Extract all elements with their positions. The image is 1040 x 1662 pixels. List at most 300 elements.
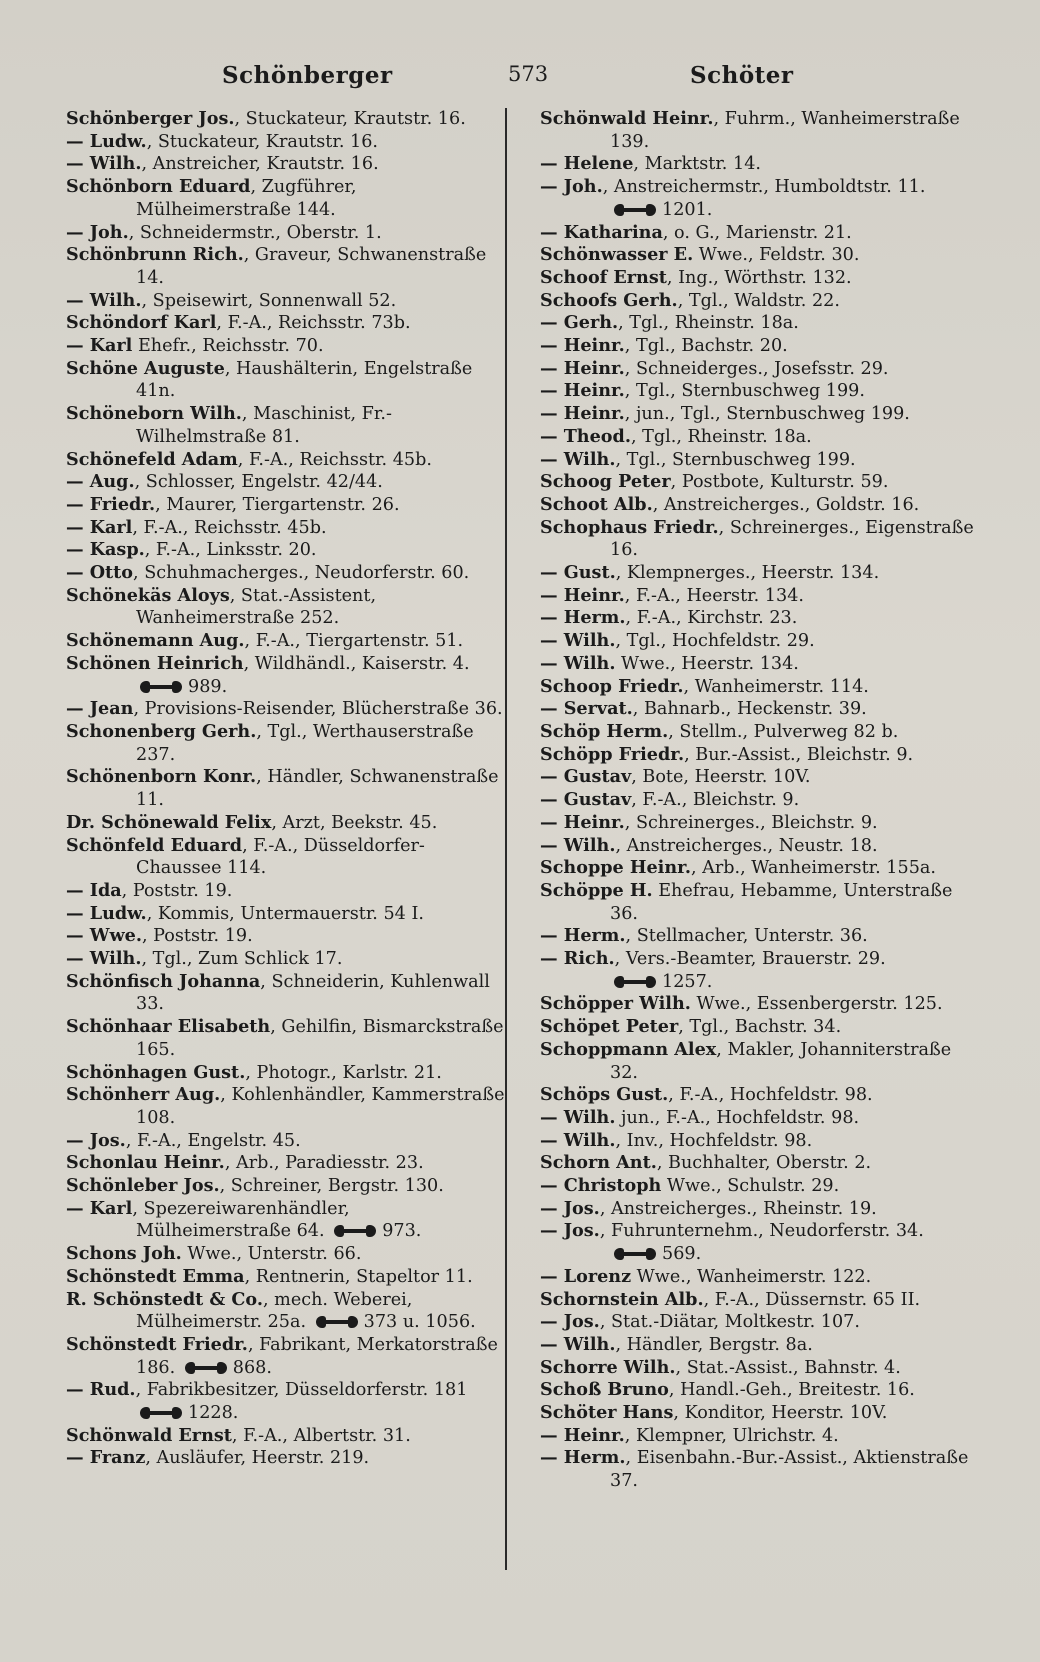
entry-name: — Franz — [66, 1447, 146, 1469]
entry-name: — Karl — [66, 516, 133, 538]
entry-details: , Spezereiwarenhändler, Mülheimerstraße 64. — [132, 1198, 350, 1242]
directory-entry — [540, 653, 980, 676]
directory-entry — [66, 176, 506, 221]
entry-details: , Provisions-Reisender, Blücherstraße 36. — [133, 699, 503, 720]
telephone-number — [325, 1221, 422, 1241]
entry-name: Schönleber Jos. — [66, 1175, 220, 1197]
entry-name: Schönwasser E. — [540, 244, 694, 266]
entry-name: — Jean — [66, 698, 134, 720]
directory-entry — [540, 1289, 980, 1312]
directory-entry — [66, 1152, 506, 1175]
directory-entry — [540, 1334, 980, 1357]
entry-name: — Wwe. — [66, 925, 142, 947]
entry-details: , Kohlenhändler, Kammerstraße 108. — [136, 1085, 505, 1128]
entry-details: Ehefr., Reichsstr. 70. — [132, 336, 324, 357]
entry-details: , Tgl., Rheinstr. 18a. — [630, 426, 812, 447]
entry-name: — Ida — [66, 879, 122, 901]
entry-details: Wwe., Unterstr. 66. — [181, 1244, 362, 1265]
telephone-icon — [185, 1362, 227, 1374]
entry-name: — Karl — [66, 335, 133, 357]
directory-entry — [540, 494, 980, 517]
entry-details: , Stat.-Assist., Bahnstr. 4. — [675, 1357, 901, 1378]
entry-name: Schöpet Peter — [540, 1016, 679, 1038]
telephone-number-text: 1257. — [662, 971, 713, 992]
entry-name: — Wilh. — [66, 153, 142, 175]
entry-details: , Händler, Schwanenstraße 11. — [136, 767, 499, 811]
entry-details: , F.-A., Reichsstr. 45b. — [132, 517, 327, 538]
entry-name: — Wilh. — [66, 948, 142, 970]
telephone-icon — [614, 976, 656, 988]
entry-name: — Wilh. — [540, 652, 616, 674]
entry-name: Schoofs Gerh. — [540, 289, 678, 311]
entry-name: Schoppe Heinr. — [540, 857, 691, 879]
directory-entry — [540, 1425, 980, 1448]
entry-name: Schönwald Heinr. — [540, 108, 714, 129]
directory-entry — [540, 1447, 980, 1492]
entry-name: Schorre Wilh. — [540, 1356, 676, 1378]
directory-entry — [66, 1266, 506, 1289]
directory-entry — [540, 857, 980, 880]
entry-details: , Zugführer, Mülheimerstraße 144. — [136, 177, 357, 220]
page-number: 573 — [508, 62, 549, 86]
entry-name: — Gerh. — [540, 312, 619, 334]
directory-entry — [540, 1016, 980, 1039]
entry-details: , F.-A., Engelstr. 45. — [125, 1130, 301, 1151]
entry-details: , Schuhmacherges., Neudorferstr. 60. — [133, 563, 470, 584]
entry-name: — Jos. — [540, 1311, 600, 1333]
entry-name: — Theod. — [540, 425, 631, 447]
entry-details: , Ing., Wörthstr. 132. — [666, 267, 852, 288]
telephone-number — [306, 1312, 476, 1332]
entry-name: — Katharina — [540, 221, 663, 243]
telephone-number — [136, 1403, 238, 1423]
entry-details: , Händler, Bergstr. 8a. — [615, 1334, 813, 1355]
entry-name: — Karl — [66, 1197, 133, 1219]
telephone-number-text: 868. — [232, 1357, 272, 1378]
directory-entry — [540, 267, 980, 290]
entry-name: Dr. Schönewald Felix — [66, 811, 272, 833]
entry-details: Wwe., Heerstr. 134. — [615, 653, 799, 674]
entry-details: , o. G., Marienstr. 21. — [662, 222, 852, 243]
entry-details: , F.-A., Heerstr. 134. — [624, 585, 804, 606]
entry-name: — Heinr. — [540, 1424, 625, 1446]
entry-name: — Rich. — [540, 948, 615, 970]
entry-details: , Buchhalter, Oberstr. 2. — [656, 1153, 872, 1174]
entry-details: , F.-A., Hochfeldstr. 98. — [668, 1085, 873, 1106]
entry-details: , Stuckateur, Krautstr. 16. — [234, 109, 466, 129]
directory-entry — [540, 1084, 980, 1107]
entry-details: , Schreinerges., Bleichstr. 9. — [624, 812, 878, 833]
entry-name: — Kasp. — [66, 539, 145, 561]
directory-entry — [540, 1039, 980, 1084]
telephone-number-text: 569. — [662, 1244, 702, 1265]
entry-details: , Schreiner, Bergstr. 130. — [219, 1176, 444, 1197]
directory-entry — [66, 721, 506, 766]
directory-entry — [540, 562, 980, 585]
entry-name: — Wilh. — [540, 1106, 616, 1128]
directory-entry — [66, 766, 506, 811]
entry-details: , F.-A., Tiergartenstr. 51. — [244, 631, 464, 652]
directory-entry — [66, 539, 506, 562]
directory-entry — [66, 585, 506, 630]
entry-name: Schöps Gust. — [540, 1084, 669, 1106]
directory-entry — [540, 1175, 980, 1198]
directory-entry — [540, 1357, 980, 1380]
entry-details: , Stellm., Pulverweg 82 b. — [668, 721, 899, 742]
entry-name: — Otto — [66, 562, 134, 584]
entry-details: , Gehilfin, Bismarckstraße 165. — [136, 1017, 504, 1060]
entry-details: , Anstreicherges., Rheinstr. 19. — [599, 1198, 877, 1219]
directory-entry — [66, 1175, 506, 1198]
directory-entry — [540, 1152, 980, 1175]
entry-details: , Fabrikbesitzer, Düsseldorferstr. 181 — [135, 1380, 468, 1401]
entry-name: Schönekäs Aloys — [66, 584, 230, 606]
entry-details: , Stat.-Assistent, Wanheimerstraße 252. — [136, 585, 377, 629]
entry-name: Schoop Friedr. — [540, 675, 684, 697]
entry-name: Schonenberg Gerh. — [66, 720, 257, 742]
directory-entry — [66, 403, 506, 448]
entry-name: — Lorenz — [540, 1265, 632, 1287]
entry-details: , F.-A., Albertstr. 31. — [231, 1425, 411, 1446]
entry-details: Wwe., Schulstr. 29. — [661, 1176, 840, 1197]
directory-entry — [66, 1425, 506, 1448]
directory-entry — [66, 812, 506, 835]
entry-name: — Wilh. — [540, 834, 616, 856]
directory-entry — [66, 153, 506, 176]
directory-entry — [66, 290, 506, 313]
directory-entry — [540, 312, 980, 335]
telephone-number — [175, 1358, 272, 1378]
directory-entry — [66, 653, 506, 698]
directory-entry — [66, 903, 506, 926]
entry-details: , Wildhändl., Kaiserstr. 4. — [243, 653, 470, 674]
entry-details: , Schreinerges., Eigenstraße 16. — [610, 517, 974, 561]
directory-entry — [540, 108, 980, 153]
entry-name: Schönhagen Gust. — [66, 1061, 246, 1083]
directory-entry — [66, 630, 506, 653]
entry-name: — Heinr. — [540, 584, 625, 606]
entry-details: , Fabrikant, Merkatorstraße 186. — [136, 1334, 498, 1378]
directory-entry — [540, 676, 980, 699]
directory-entry — [540, 1220, 980, 1265]
directory-entry — [66, 1379, 506, 1424]
entry-name: Schönbrunn Rich. — [66, 244, 244, 266]
entry-name: Schöne Auguste — [66, 357, 225, 379]
entry-details: , Poststr. 19. — [121, 880, 233, 901]
entry-name: Schorn Ant. — [540, 1152, 657, 1174]
entry-details: , Tgl., Rheinstr. 18a. — [618, 313, 799, 334]
entry-name: Schöppe H. — [540, 879, 653, 901]
entry-details: , Fuhrm., Wanheimerstraße 139. — [610, 109, 960, 152]
entry-details: , Eisenbahn.-Bur.-Assist., Aktienstraße 37. — [610, 1448, 969, 1492]
entry-name: Schönefeld Adam — [66, 448, 238, 470]
entry-name: Schöp Herm. — [540, 720, 669, 742]
directory-entry — [540, 471, 980, 494]
directory-entry — [66, 1289, 506, 1334]
entry-details: , Bur.-Assist., Bleichstr. 9. — [684, 744, 914, 765]
directory-entry — [66, 1084, 506, 1129]
right-column — [540, 108, 980, 1493]
directory-entry — [540, 176, 980, 221]
entry-name: — Ludw. — [66, 902, 147, 924]
entry-details: , Konditor, Heerstr. 10V. — [673, 1403, 888, 1424]
entry-details: , Anstreichermstr., Humboldtstr. 11. — [602, 177, 926, 198]
directory-entry — [540, 1107, 980, 1130]
directory-entry — [540, 380, 980, 403]
entry-details: , Marktstr. 14. — [633, 154, 761, 175]
telephone-icon — [140, 681, 182, 693]
entry-name: Schönstedt Friedr. — [66, 1333, 248, 1355]
entry-name: — Heinr. — [540, 811, 625, 833]
entry-details: , Tgl., Zum Schlick 17. — [141, 949, 343, 970]
entry-details: , Rentnerin, Stapeltor 11. — [244, 1266, 473, 1287]
entry-name: Schönwald Ernst — [66, 1424, 232, 1446]
entry-details: , Wanheimerstr. 114. — [683, 676, 869, 697]
entry-details: , Arb., Paradiesstr. 23. — [224, 1153, 424, 1174]
entry-details: , Anstreicher, Krautstr. 16. — [141, 154, 379, 175]
directory-entry — [540, 153, 980, 176]
entry-details: , F.-A., Bleichstr. 9. — [631, 790, 800, 811]
telephone-number — [610, 972, 712, 992]
entry-name: — Herm. — [540, 925, 626, 947]
entry-name: Schönhaar Elisabeth — [66, 1016, 271, 1038]
entry-name: — Joh. — [66, 221, 129, 243]
directory-entry — [66, 1062, 506, 1085]
telephone-number-text: 989. — [188, 676, 228, 697]
directory-entry — [540, 993, 980, 1016]
entry-details: , Speisewirt, Sonnenwall 52. — [141, 290, 397, 311]
directory-entry — [540, 721, 980, 744]
entry-name: Schönfeld Eduard — [66, 834, 243, 856]
entry-details: Wwe., Wanheimerstr. 122. — [631, 1266, 872, 1287]
directory-entry — [540, 630, 980, 653]
entry-details: Wwe., Essenbergerstr. 125. — [690, 994, 943, 1015]
directory-entry — [540, 290, 980, 313]
entry-name: — Gustav — [540, 766, 632, 788]
entry-name: — Rud. — [66, 1379, 136, 1401]
entry-name: — Servat. — [540, 698, 633, 720]
directory-entry — [540, 1402, 980, 1425]
entry-name: Schophaus Friedr. — [540, 516, 719, 538]
entry-name: Schöter Hans — [540, 1402, 674, 1424]
entry-details: , Schlosser, Engelstr. 42/44. — [134, 472, 383, 493]
directory-entry — [66, 1447, 506, 1470]
directory-entry — [66, 471, 506, 494]
entry-name: — Gustav — [540, 789, 632, 811]
entry-details: , Kommis, Untermauerstr. 54 I. — [146, 903, 425, 924]
entry-details: , Haushälterin, Engelstraße 41n. — [136, 358, 473, 402]
entry-details: , Tgl., Sternbuschweg 199. — [615, 449, 856, 470]
directory-entry — [540, 1198, 980, 1221]
entry-name: — Joh. — [540, 176, 603, 198]
entry-details: Ehefrau, Hebamme, Unterstraße 36. — [610, 880, 953, 924]
telephone-number-text: 1228. — [188, 1403, 239, 1424]
directory-entry — [540, 698, 980, 721]
directory-entry — [540, 766, 980, 789]
entry-details: , Stuckateur, Krautstr. 16. — [146, 131, 378, 152]
entry-details: , Tgl., Waldstr. 22. — [677, 290, 840, 311]
directory-entry — [540, 335, 980, 358]
directory-entry — [540, 1266, 980, 1289]
directory-entry — [66, 562, 506, 585]
entry-name: Schöpp Friedr. — [540, 743, 685, 765]
entry-details: Wwe., Feldstr. 30. — [693, 245, 860, 266]
entry-name: Schönemann Aug. — [66, 630, 245, 652]
entry-details: , Tgl., Bachstr. 20. — [624, 336, 788, 357]
directory-entry — [66, 244, 506, 289]
entry-name: — Helene — [540, 153, 634, 175]
entry-details: , Klempner, Ulrichstr. 4. — [624, 1425, 839, 1446]
entry-details: , Bahnarb., Heckenstr. 39. — [632, 699, 867, 720]
entry-name: — Jos. — [66, 1129, 126, 1151]
telephone-icon — [614, 1248, 656, 1260]
entry-details: , Klempnerges., Heerstr. 134. — [615, 563, 880, 584]
directory-entry — [66, 1243, 506, 1266]
entry-name: Schönherr Aug. — [66, 1084, 221, 1106]
entry-name: Schoß Bruno — [540, 1379, 669, 1401]
entry-details: , F.-A., Reichsstr. 45b. — [237, 449, 432, 470]
entry-name: Schoppmann Alex — [540, 1038, 717, 1060]
directory-entry — [66, 1016, 506, 1061]
directory-entry — [66, 222, 506, 245]
entry-details: , Inv., Hochfeldstr. 98. — [615, 1130, 813, 1151]
directory-entry — [66, 948, 506, 971]
left-column — [66, 108, 506, 1470]
entry-name: — Wilh. — [540, 630, 616, 652]
directory-entry — [66, 312, 506, 335]
telephone-number — [610, 200, 712, 220]
entry-name: — Wilh. — [540, 448, 616, 470]
entry-details: , Makler, Johanniterstraße 32. — [610, 1039, 952, 1083]
directory-entry — [66, 1198, 506, 1243]
entry-details: , Tgl., Bachstr. 34. — [678, 1017, 842, 1038]
directory-entry — [66, 494, 506, 517]
entry-name: Schönfisch Johanna — [66, 970, 261, 992]
entry-name: Schöndorf Karl — [66, 312, 217, 334]
telephone-number-text: 973. — [382, 1221, 422, 1242]
entry-name: — Wilh. — [540, 1129, 616, 1151]
directory-entry — [66, 335, 506, 358]
directory-entry — [66, 1334, 506, 1379]
directory-entry — [540, 585, 980, 608]
page-header — [0, 58, 1040, 98]
running-head-left: Schönberger — [222, 62, 393, 89]
entry-name: — Wilh. — [540, 1333, 616, 1355]
entry-name: Schoof Ernst — [540, 266, 667, 288]
directory-entry — [66, 698, 506, 721]
entry-details: , Maurer, Tiergartenstr. 26. — [155, 494, 400, 515]
entry-details: , F.-A., Kirchstr. 23. — [625, 608, 798, 629]
entry-name: Schönen Heinrich — [66, 652, 244, 674]
entry-details: , Anstreicherges., Goldstr. 16. — [652, 494, 920, 515]
entry-name: Schornstein Alb. — [540, 1288, 704, 1310]
entry-details: , Photogr., Karlstr. 21. — [245, 1062, 442, 1083]
entry-details: , Ausläufer, Heerstr. 219. — [145, 1448, 370, 1469]
telephone-number — [136, 677, 227, 697]
entry-details: , Fuhrunternehm., Neudorferstr. 34. — [599, 1221, 924, 1242]
directory-entry — [66, 880, 506, 903]
entry-name: Schöneborn Wilh. — [66, 403, 242, 425]
entry-details: , Arzt, Beekstr. 45. — [271, 812, 438, 833]
directory-entry — [540, 449, 980, 472]
entry-name: — Heinr. — [540, 380, 625, 402]
directory-entry — [540, 744, 980, 767]
entry-name: Schöpper Wilh. — [540, 993, 691, 1015]
directory-entry — [66, 517, 506, 540]
directory-entry — [540, 222, 980, 245]
directory-entry — [540, 244, 980, 267]
entry-name: Schons Joh. — [66, 1243, 182, 1265]
entry-details: , Bote, Heerstr. 10V. — [631, 767, 811, 788]
entry-name: Schönborn Eduard — [66, 176, 251, 198]
entry-name: Schoot Alb. — [540, 493, 653, 515]
entry-name: Schönstedt Emma — [66, 1265, 245, 1287]
telephone-icon — [614, 204, 656, 216]
entry-details: , Stat.-Diätar, Moltkestr. 107. — [599, 1312, 860, 1333]
directory-entry — [540, 517, 980, 562]
entry-details: , F.-A., Linksstr. 20. — [144, 540, 317, 561]
entry-name: — Herm. — [540, 1447, 626, 1469]
entry-details: , Vers.-Beamter, Brauerstr. 29. — [614, 949, 886, 970]
entry-name: — Christoph — [540, 1175, 662, 1197]
telephone-icon — [140, 1407, 182, 1419]
entry-details: , Poststr. 19. — [141, 926, 253, 947]
directory-entry — [540, 426, 980, 449]
entry-details: , Handl.-Geh., Breitestr. 16. — [668, 1380, 915, 1401]
entry-details: , Schneiderin, Kuhlenwall 33. — [136, 971, 490, 1015]
directory-entry — [66, 131, 506, 154]
entry-name: R. Schönstedt & Co. — [66, 1288, 263, 1310]
entry-name: Schönberger Jos. — [66, 108, 235, 129]
directory-entry — [540, 403, 980, 426]
entry-details: , F.-A., Düsseldorfer-Chaussee 114. — [136, 835, 425, 879]
entry-details: , Maschinist, Fr.-Wilhelmstraße 81. — [136, 404, 392, 447]
directory-entry — [66, 358, 506, 403]
entry-name: — Herm. — [540, 607, 626, 629]
directory-entry — [66, 925, 506, 948]
entry-name: Schoog Peter — [540, 471, 671, 493]
directory-entry — [66, 449, 506, 472]
directory-entry — [66, 835, 506, 880]
entry-name: — Jos. — [540, 1197, 600, 1219]
entry-name: — Gust. — [540, 562, 616, 584]
telephone-number-text: 1201. — [662, 199, 713, 220]
directory-entry — [540, 1130, 980, 1153]
directory-entry — [540, 1311, 980, 1334]
entry-details: , Stellmacher, Unterstr. 36. — [625, 926, 868, 947]
entry-details: , jun., Tgl., Sternbuschweg 199. — [624, 404, 910, 425]
entry-name: — Jos. — [540, 1220, 600, 1242]
entry-details: , Graveur, Schwanenstraße 14. — [136, 245, 487, 288]
entry-details: , F.-A., Reichsstr. 73b. — [216, 313, 411, 334]
entry-details: , Tgl., Werthauserstraße 237. — [136, 721, 474, 765]
directory-entry — [540, 607, 980, 630]
directory-entry — [66, 1130, 506, 1153]
directory-entry — [540, 1379, 980, 1402]
telephone-number — [610, 1244, 701, 1264]
entry-name: — Heinr. — [540, 403, 625, 425]
telephone-number-text: 373 u. 1056. — [363, 1312, 476, 1333]
entry-name: — Aug. — [66, 471, 135, 493]
entry-name: Schonlau Heinr. — [66, 1152, 225, 1174]
entry-name: — Heinr. — [540, 335, 625, 357]
entry-details: , Postbote, Kulturstr. 59. — [670, 472, 889, 493]
directory-entry — [540, 948, 980, 993]
entry-name: — Heinr. — [540, 357, 625, 379]
telephone-icon — [334, 1225, 376, 1237]
entry-details: jun., F.-A., Hochfeldstr. 98. — [615, 1107, 860, 1128]
entry-details: , Schneidermstr., Oberstr. 1. — [128, 222, 382, 243]
